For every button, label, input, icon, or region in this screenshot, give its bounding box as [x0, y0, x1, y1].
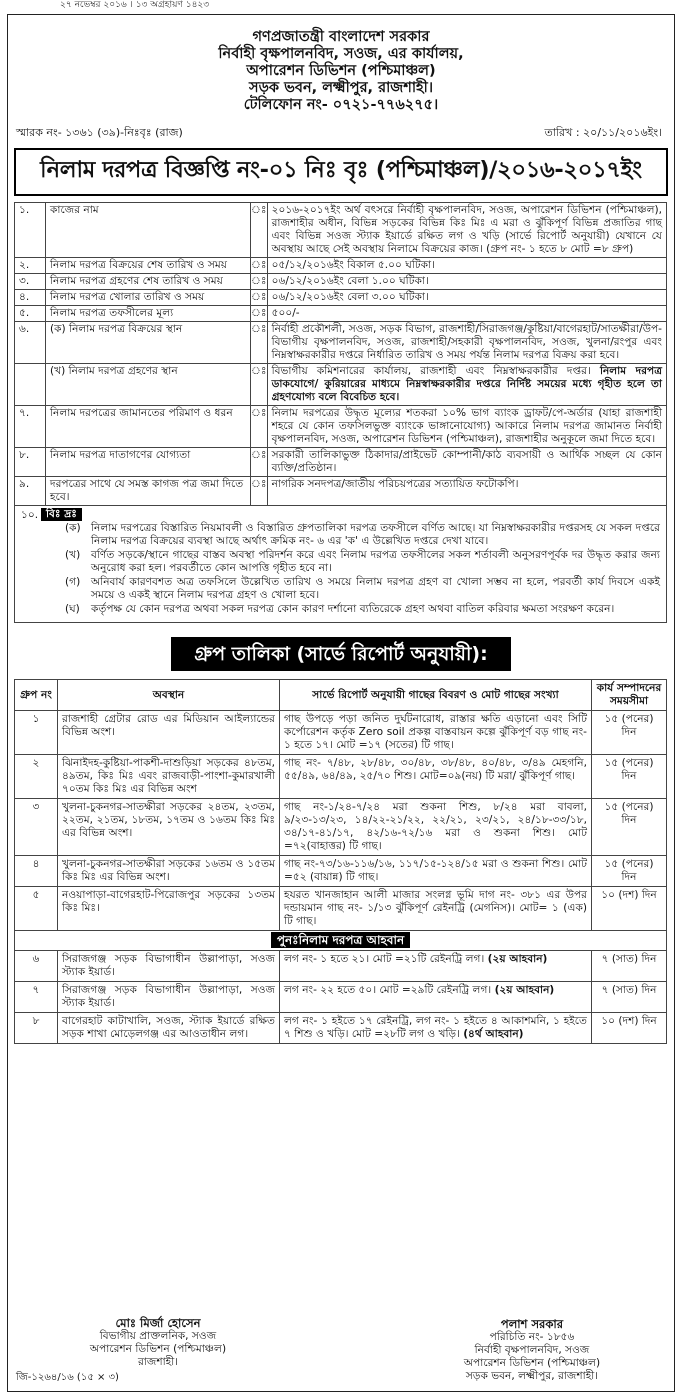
- info-row-number: [15, 364, 46, 406]
- notice-title: নিলাম দরপত্র বিজ্ঞপ্তি নং-০১ নিঃ বৃঃ (পশ্চিমাঞ্চল)/২০১৬-২০১৭ইং: [14, 148, 668, 196]
- info-row-label: নিলাম দরপত্র তফসীলের মূল্য: [46, 306, 251, 322]
- signer-line: অপারেশন ডিভিশন (পশ্চিমাঞ্চল): [89, 1343, 227, 1355]
- group-row: [15, 856, 667, 887]
- footer-code: জি-১২৬৪/১৬ (১৫ × ৩): [16, 1372, 119, 1383]
- info-row-number: ৫.: [15, 306, 46, 322]
- rebid-title: পুনঃনিলাম দরপত্র আহবান: [271, 932, 410, 948]
- group-location: নওয়াপাড়া-বাগেরহাট-পিরোজপুর সড়কের ১৩তম কিঃ মিঃ।: [58, 887, 280, 931]
- group-list-title: গ্রুপ তালিকা (সার্ভে রিপোর্ট অনুযায়ী):: [171, 637, 511, 671]
- signer-line: রাজশাহী।: [137, 1356, 179, 1368]
- info-row-value-text: ২০১৬-২০১৭ইং অর্থ বৎসরে নির্বাহী বৃক্ষপালনবিদ, সওজ, অপারেশন ডিভিশন (পশ্চিমাঞ্চল), রাজশাহীর অধীন, বিভিন্ন সড়কের বিভিন্ন কিঃ মিঃ এ মরা ও ঝুঁকিপূর্ণ বিভিন্ন প্রজাতির গাছ এবং বিভিন্ন সওজ স্ট্যাক ইয়ার্ডে রক্ষিত লগ ও খড়ি (সার্ভে রিপোর্ট অনুযায়ী) যেখানে যে অবস্থায় আছে সেই অবস্থায় নিলামে বিক্রয়ের কাজ। (গ্রুপ নং- ১ হতে ৮ মোট =৮ গ্রুপ): [271, 204, 662, 255]
- header-line: নির্বাহী বৃক্ষপালনবিদ, সওজ, এর কার্যালয়,: [218, 46, 464, 62]
- group-number: ৫: [15, 887, 58, 931]
- info-row-value-text: ০৫/১২/২০১৬ইং বিকাল ৫.০০ ঘটিকা।: [271, 259, 435, 271]
- notice-date: তারিখ : ২০/১১/২০১৬ইং।: [544, 126, 662, 139]
- group-description-text: লগ নং- ২২ হতে ৫০। মোট =২৯টি রেইনট্রি লগ।: [284, 984, 492, 996]
- rebid-row: [15, 982, 667, 1013]
- info-row: [15, 258, 667, 274]
- info-row-number: ৮.: [15, 448, 46, 477]
- info-row-colon: ঃ: [251, 406, 268, 448]
- group-location: সিরাজগঞ্জ সড়ক বিভাগাধীন উল্লাপাড়া, সওজ স্ট্যাক ইয়ার্ড।: [58, 951, 280, 982]
- note-text: অনিবার্য কারণবশত অত্র তফসিলে উল্লেখিত তারিখ ও সময়ে নিলাম দরপত্র গ্রহণ বা খোলা সম্ভব না হলে, পরবর্তী কার্য দিবসে একই সময়ে ও একই স্থানে নিলাম দরপত্র গ্রহণ ও খোলা হবে।: [91, 576, 660, 601]
- info-row-colon: ঃ: [251, 322, 268, 364]
- group-row: [15, 711, 667, 755]
- group-number: ৪: [15, 856, 58, 887]
- col-description: সার্ভে রিপোর্ট অনুযায়ী গাছের বিবরণ ও মোট গাছের সংখ্যা: [280, 680, 592, 711]
- group-row: [15, 799, 667, 856]
- info-row-value-text: ৫০০/-: [271, 307, 300, 319]
- header-line: অপারেশন ডিভিশন (পশ্চিমাঞ্চল): [246, 63, 436, 79]
- info-row-colon: ঃ: [251, 290, 268, 306]
- info-row-colon: ঃ: [251, 477, 268, 506]
- call-round-tag: (২য় আহবান): [494, 984, 555, 996]
- info-row-colon: ঃ: [251, 203, 268, 258]
- header-line: টেলিফোন নং- ০৭২১-৭৭৬২৭৫।: [243, 97, 439, 113]
- info-row-value: [267, 322, 666, 364]
- info-row: [15, 322, 667, 364]
- notes-number: ১০.: [21, 509, 39, 521]
- info-row-number: ৭.: [15, 406, 46, 448]
- ref-row: [8, 122, 674, 140]
- info-row-value: [267, 258, 666, 274]
- group-location: খুলনা-চুকনগর-সাতক্ষীরা সড়কের ১৬তম ও ১৫তম কিঃ মিঃ এর বিভিন্ন অংশ।: [58, 856, 280, 887]
- col-group-no: গ্রুপ নং: [15, 680, 58, 711]
- signature-right: [412, 1318, 652, 1383]
- note-marker: (ঘ): [65, 603, 80, 615]
- note-item: [19, 576, 662, 602]
- info-row-number: ৪.: [15, 290, 46, 306]
- info-row-label: নিলাম দরপত্রের জামানতের পরিমাণ ও ধরন: [46, 406, 251, 448]
- info-row: [15, 203, 667, 258]
- info-row-value: [267, 477, 666, 506]
- office-header: [8, 15, 674, 114]
- info-row-label: নিলাম দরপত্র বিক্রয়ের শেষ তারিখ ও সময়: [46, 258, 251, 274]
- group-description: গাছ উপড়ে পড়া জনিত দুর্ঘটনারোধ, রাস্তার ক্ষতি এড়ানো এবং সিটি কর্পোরেশন কর্তৃক Zero soil প্রকল্প বাস্তবায়ন কল্পে ঝুঁকিপূর্ণ বড় গাছ নং- ১ হতে ১৭। মোট =১৭ (সতের) টি গাছ।: [280, 711, 592, 755]
- info-row-value-text: বিভাগীয় কমিশনারের কার্যালয়, রাজশাহী এবং নিম্নস্বাক্ষরকারীর দপ্তর।: [271, 365, 591, 377]
- info-row: [15, 477, 667, 506]
- info-row-value: [267, 274, 666, 290]
- info-row-value: [267, 406, 666, 448]
- signer-line: পরিচিতি নং- ১৮৫৬: [489, 1331, 575, 1343]
- signer-line: নির্বাহী বৃক্ষপালনবিদ, সওজ: [474, 1344, 590, 1356]
- group-time-limit: ১৫ (পনের) দিন: [592, 799, 667, 856]
- group-description: গাছ নং- ৭/৪৮, ২৮/৪৮, ৩০/৪৮, ৩৮/৪৮, ৪০/৪৮, ৩/৪৯ মেহগনি, ৫৫/৪৯, ৬৪/৪৯, ২৫/৭০ শিশু। মোট=০৯(নয়) টি মরা/ ঝুঁকিপূর্ণ গাছ।: [280, 755, 592, 799]
- info-row: [15, 448, 667, 477]
- group-table: [14, 679, 667, 1044]
- info-row-value-emphasis: নিলাম দরপত্র ডাকযোগে/ কুরিয়ারের মাধ্যমে নিম্নস্বাক্ষরকারীর দপ্তরে নির্দিষ্ট সময়ের মধ্যে গৃহীত হলে তা গ্রহণযোগ্য বলে বিবেচিত হবে।: [271, 365, 662, 403]
- info-row-label: দরপত্রের সাথে যে সমস্ত কাগজ পত্র জমা দিতে হবে।: [46, 477, 251, 506]
- group-description: [280, 982, 592, 1013]
- group-description: হযরত খানজাহান আলী মাজার সংলগ্ন ভূমি দাগ নং- ৩৮১ এর উপর দন্ডায়মান গাছ নং- ১/১৩ ঝুঁকিপূর্ণ রেইনট্রি (মেগনিস)। মোট= ১ (এক) টি গাছ।: [280, 887, 592, 931]
- note-item: [19, 603, 662, 616]
- info-row-label: (খ) নিলাম দরপত্র গ্রহণের স্থান: [46, 364, 251, 406]
- group-time-limit: ৭ (সাত) দিন: [592, 951, 667, 982]
- info-row-value: [267, 290, 666, 306]
- note-item: [19, 522, 662, 548]
- group-time-limit: ১০ (দশ) দিন: [592, 887, 667, 931]
- info-row-colon: ঃ: [251, 258, 268, 274]
- memo-number: স্মারক নং- ১৩৬১ (৩৯)-নিঃবৃঃ (রাজ): [16, 126, 183, 139]
- notice-page: [7, 14, 675, 1392]
- info-row-value-text: নাগরিক সনদপত্র/জাতীয় পরিচয়পত্রের সত্যায়িত ফটোকপি।: [271, 478, 519, 490]
- info-row: [15, 274, 667, 290]
- info-row-value-text: নির্বাহী প্রকৌশলী, সওজ, সড়ক বিভাগ, রাজশাহী/সিরাজগঞ্জ/কুষ্টিয়া/বাগেরহাট/সাতক্ষীরা/উপ-বিভাগীয় বৃক্ষপালনবিদ, সওজ, রাজশাহী/সহকারী বৃক্ষপালনবিদ, সওজ, খুলনা/রংপুর এবং নিম্নস্বাক্ষরকারীর দপ্তরে নির্ধারিত তারিখ ও সময় পর্যন্ত নিলাম দরপত্র বিক্রয় করা হবে।: [271, 323, 662, 361]
- signer-name: মোঃ মির্জা হোসেন: [115, 1316, 201, 1330]
- info-row-value: [267, 364, 666, 406]
- info-row-value: [267, 448, 666, 477]
- info-row-number: ৯.: [15, 477, 46, 506]
- rebid-title-row: [15, 931, 667, 951]
- note-text: নিলাম দরপত্রের বিস্তারিত নিয়মাবলী ও বিস্তারিত গ্রুপতালিকা দরপত্র তফসীলে বর্ণিত আছে। যা নিম্নস্বাক্ষরকারীর দপ্তরসহ যে সকল দপ্তরে নিলাম দরপত্র বিক্রয়ের ব্যবস্থা আছে অর্থাৎ ক্রমিক নং- ৬ এর 'ক' এ উল্লেখিত দপ্তরে দেখা যাবে।: [91, 522, 660, 547]
- info-row-label: (ক) নিলাম দরপত্র বিক্রয়ের স্থান: [46, 322, 251, 364]
- group-description-text: লগ নং- ১ হতে ২১। মোট =২১টি রেইনট্রি লগ।: [284, 953, 485, 965]
- info-row-colon: ঃ: [251, 306, 268, 322]
- info-row-value-text: ০৬/১২/২০১৬ইং বেলা ৩.০০ ঘটিকা।: [271, 291, 429, 303]
- group-description: গাছ নং-৭৩/১৬-১১৬/১৬, ১১৭/১৫-১২৪/১৫ মরা ও শুকনা শিশু। মোট =৫২ (বায়ান্ন) টি গাছ।: [280, 856, 592, 887]
- info-row-number: ৬.: [15, 322, 46, 364]
- group-number: ৩: [15, 799, 58, 856]
- header-line: গণপ্রজাতন্ত্রী বাংলাদেশ সরকার: [252, 29, 430, 45]
- note-marker: (গ): [65, 576, 81, 588]
- info-row-label: নিলাম দরপত্র খোলার তারিখ ও সময়: [46, 290, 251, 306]
- group-description: [280, 1013, 592, 1044]
- info-row-number: ২.: [15, 258, 46, 274]
- top-strip: ২৭ নভেম্বর ২০১৬ । ১৩ অগ্রহায়ণ ১৪২৩: [60, 0, 210, 10]
- info-row-number: ১.: [15, 203, 46, 258]
- signer-line: বিভাগীয় প্রাক্তলনিক, সওজ: [99, 1330, 217, 1342]
- group-time-limit: ৭ (সাত) দিন: [592, 982, 667, 1013]
- notes-title: বিঃ দ্রঃ: [41, 508, 82, 521]
- info-row-value: [267, 306, 666, 322]
- group-number: ১: [15, 711, 58, 755]
- info-row-number: ৩.: [15, 274, 46, 290]
- rebid-row: [15, 951, 667, 982]
- group-time-limit: ১৫ (পনের) দিন: [592, 711, 667, 755]
- call-round-tag: (৪র্থ আহবান): [463, 1028, 524, 1040]
- info-row: [15, 364, 667, 406]
- group-number: ৮: [15, 1013, 58, 1044]
- signer-line: অপারেশন ডিভিশন (পশ্চিমাঞ্চল): [463, 1357, 601, 1369]
- rebid-row: [15, 1013, 667, 1044]
- info-row-label: নিলাম দরপত্র দাতাগণের যোগ্যতা: [46, 448, 251, 477]
- info-row-label: কাজের নাম: [46, 203, 251, 258]
- note-item: [19, 549, 662, 575]
- info-table: [14, 202, 667, 506]
- group-description-text: লগ নং- ১ হইতে ১৭ রেইনট্রি, লগ নং- ১ হইতে ৪ আকাশমনি, ১ হইতে ৭ শিশু ও খড়ি। মোট =২৮টি লগ ও খড়ি।: [284, 1015, 587, 1040]
- group-time-limit: ১৫ (পনের) দিন: [592, 755, 667, 799]
- rebid-title-cell: [15, 931, 667, 951]
- info-row-colon: ঃ: [251, 364, 268, 406]
- info-row: [15, 406, 667, 448]
- info-row-label: নিলাম দরপত্র গ্রহণের শেষ তারিখ ও সময়: [46, 274, 251, 290]
- col-time-limit: কার্য সম্পাদনের সময়সীমা: [592, 680, 667, 711]
- note-marker: (ক): [65, 522, 81, 534]
- info-row-colon: ঃ: [251, 448, 268, 477]
- signer-line: সড়ক ভবন, লক্ষ্মীপুর, রাজশাহী।: [465, 1370, 599, 1382]
- group-description: গাছ নং-১/২৪-৭/২৪ মরা শুকনা শিশু, ৮/২৪ মরা বাবলা, ৯/২৩-১৩/২৩, ১৪/২২-২১/২২, ২২/২১, ২৩/২১, ২৪/১৮-৩৩/১৮, ৩৪/১৭-৪১/১৭, ৪২/১৬-৭২/১৬ মরা ও শুকনা শিশু। মোট =৭২(বাহাত্তর) টি গাছ।: [280, 799, 592, 856]
- note-marker: (খ): [65, 549, 81, 561]
- info-row-value-text: ০৬/১২/২০১৬ইং বেলা ১.০০ ঘটিকা।: [271, 275, 429, 287]
- signature-left: [48, 1317, 268, 1369]
- group-row: [15, 755, 667, 799]
- info-row-value: [267, 203, 666, 258]
- group-location: রাজশাহী গ্রেটার রোড এর মিডিয়ান আইল্যান্ডের বিভিন্ন অংশ।: [58, 711, 280, 755]
- note-text: বর্ণিত সড়কে/স্থানে গাছের বাস্তব অবস্থা পরিদর্শন করে এবং নিলাম দরপত্র তফসীলের সকল শর্তাবলী অনুসরণপূর্বক দর উদ্ধৃত করার জন্য অনুরোধ করা হল। পরবর্তীতে কোন আপত্তি গৃহীত হবে না।: [91, 549, 660, 574]
- signer-name: পলাশ সরকার: [500, 1317, 564, 1331]
- group-location: সিরাজগঞ্জ সড়ক বিভাগাধীন উল্লাপাড়া, সওজ স্ট্যাক ইয়ার্ড।: [58, 982, 280, 1013]
- info-row: [15, 306, 667, 322]
- note-text: কর্তৃপক্ষ যে কোন দরপত্র অথবা সকল দরপত্র কোন কারণ দর্শানো ব্যতিরেকে গ্রহণ অথবা বাতিল করিবার ক্ষমতা সংরক্ষণ করেন।: [91, 603, 615, 615]
- group-number: ২: [15, 755, 58, 799]
- call-round-tag: (২য় আহবান): [487, 953, 548, 965]
- group-row: [15, 887, 667, 931]
- group-number: ৬: [15, 951, 58, 982]
- group-location: খুলনা-চুকনগর-সাতক্ষীরা সড়কের ২৪তম, ২৩তম, ২২তম, ২১তম, ১৮তম, ১৭তম ও ১৬তম কিঃ মিঃ এর বিভিন্ন অংশ।: [58, 799, 280, 856]
- info-row-value-text: নিলাম দরপত্রের উদ্ধৃত মূল্যের শতকরা ১০% ভাগ ব্যাংক ড্রাফট/পে-অর্ডার (যাহা রাজশাহী শহরে যে কোন তফসিলভুক্ত ব্যাংকে ভাঙ্গানোযোগ্য) আকারে নিলাম দরপত্র জামানত নির্বাহী বৃক্ষপালনবিদ, সওজ, অপারেশন ডিভিশন (পশ্চিমাঞ্চল), রাজশাহীর অনুকূলে জমা দিতে হবে।: [271, 407, 662, 445]
- group-location: ঝিনাইদহ-কুষ্টিয়া-পাকশী-দাশুড়িয়া সড়কের ৪৮তম, ৪৯তম, কিঃ মিঃ এবং রাজবাড়ী-পাংশা-কুমারখালী ৭০তম কিঃ মিঃ এর বিভিন্ন অংশ: [58, 755, 280, 799]
- group-description: [280, 951, 592, 982]
- info-row-colon: ঃ: [251, 274, 268, 290]
- col-location: অবস্থান: [58, 680, 280, 711]
- group-location: বাগেরহাট কাটাখালি, সওজ, স্ট্যাক ইয়ার্ডে রক্ষিত সড়ক শাখা মোড়েলগঞ্জ এর আওতাধীন লগ।: [58, 1013, 280, 1044]
- info-row: [15, 290, 667, 306]
- header-line: সড়ক ভবন, লক্ষ্মীপুর, রাজশাহী।: [248, 80, 434, 96]
- info-row-value-text: সরকারী তালিকাভুক্ত ঠিকাদার/প্রাইভেট কোম্পানী/কাঠ ব্যবসায়ী ও আর্থিক সচ্ছল যে কোন ব্যক্তি/প্রতিষ্ঠান।: [271, 449, 662, 474]
- group-time-limit: ১০ (দশ) দিন: [592, 1013, 667, 1044]
- group-time-limit: ১৫ (পনের) দিন: [592, 856, 667, 887]
- notes-box: [14, 506, 667, 623]
- group-number: ৭: [15, 982, 58, 1013]
